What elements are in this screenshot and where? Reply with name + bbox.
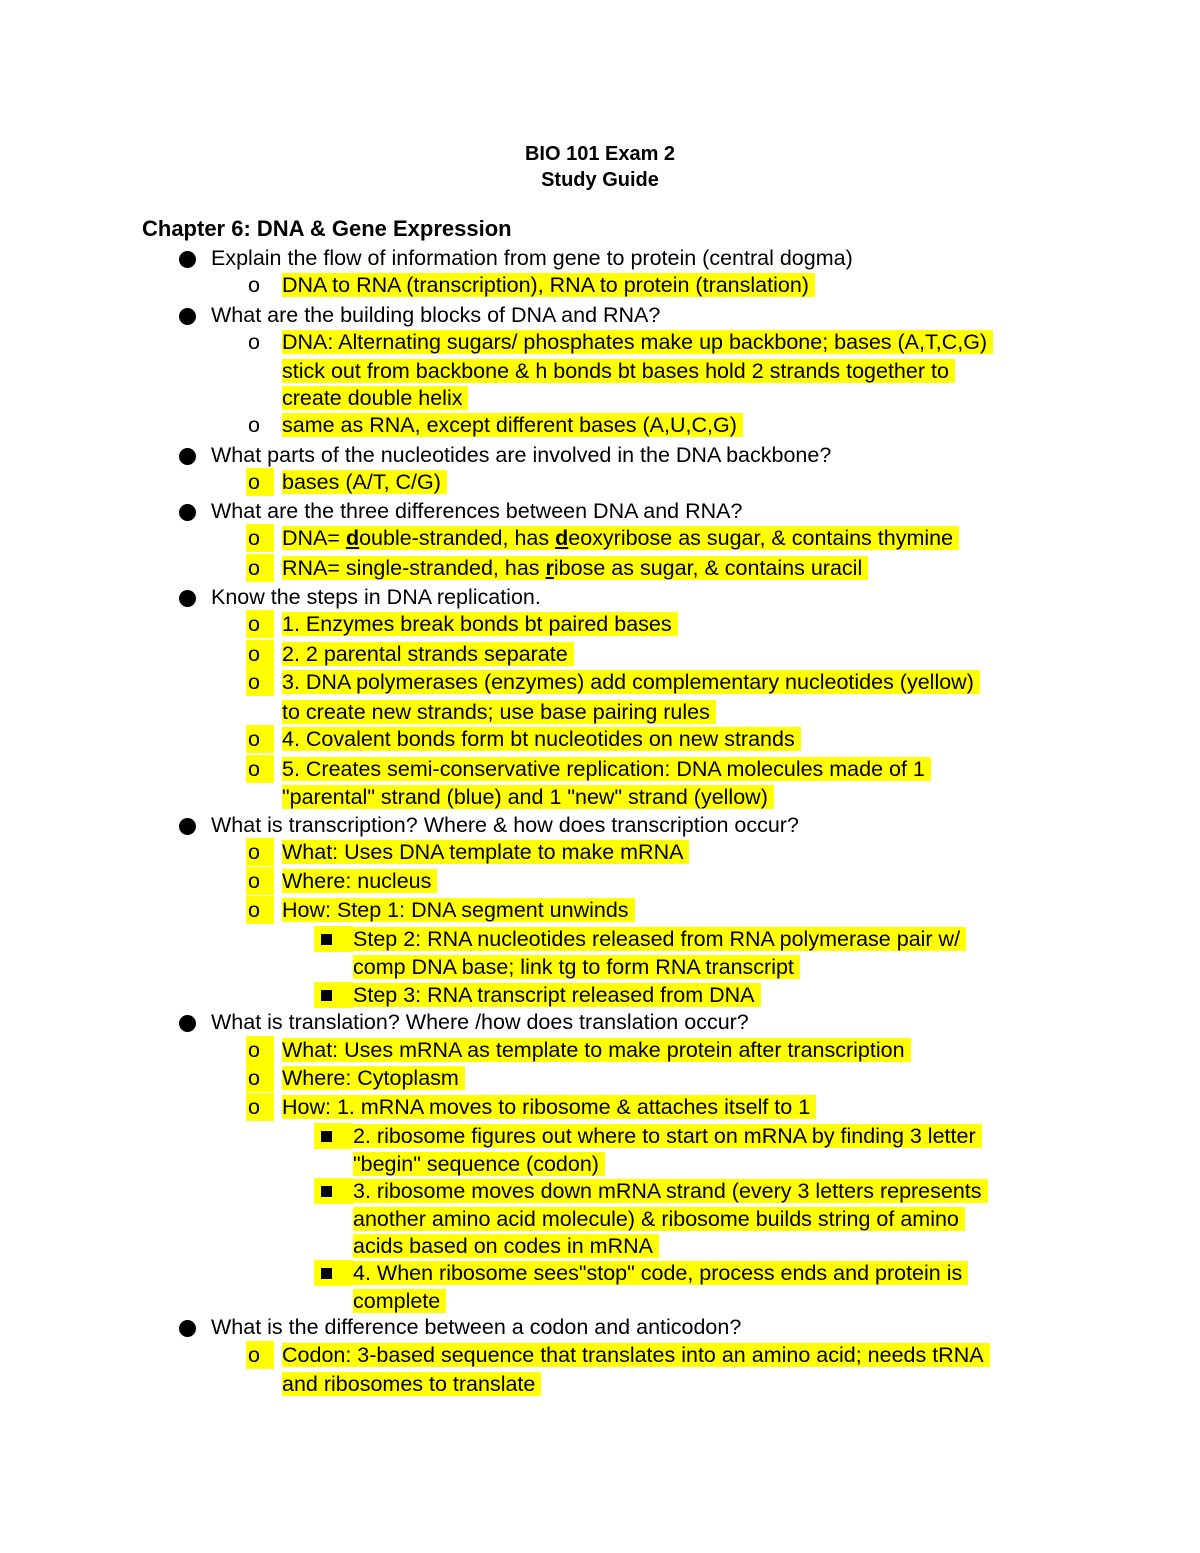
outline-line bbox=[282, 271, 815, 299]
outline-text: 1. Enzymes break bonds bt paired bases bbox=[282, 612, 678, 636]
outline-text: 3. DNA polymerases (enzymes) add complementary nucleotides (yellow) bbox=[282, 670, 980, 694]
outline-line bbox=[353, 1205, 965, 1233]
bullet-square-icon bbox=[321, 990, 332, 1001]
outline-line bbox=[282, 1064, 465, 1092]
outline-text: 4. Covalent bonds form bt nucleotides on new strands bbox=[282, 727, 801, 751]
bullet-circle-icon: o bbox=[246, 668, 274, 696]
bullet-square-icon bbox=[321, 1131, 332, 1142]
outline-line bbox=[282, 783, 774, 811]
outline-text: stick out from backbone & h bonds bt bases hold 2 strands together to bbox=[282, 359, 955, 383]
outline-text: create double helix bbox=[282, 386, 468, 410]
outline-text: How: Step 1: DNA segment unwinds bbox=[282, 898, 635, 922]
outline-text: complete bbox=[353, 1289, 446, 1313]
bullet-circle-icon: o bbox=[246, 554, 274, 582]
document-subtitle: Study Guide bbox=[541, 169, 659, 191]
marker-highlight bbox=[314, 1260, 353, 1286]
outline-text: Know the steps in DNA replication. bbox=[211, 585, 541, 609]
bullet-dot-icon bbox=[179, 504, 196, 521]
outline-line bbox=[282, 755, 931, 783]
bullet-circle-icon: o bbox=[246, 524, 274, 552]
outline-text: 2. 2 parental strands separate bbox=[282, 642, 574, 666]
bullet-circle-icon: o bbox=[248, 273, 260, 297]
outline-text: 4. When ribosome sees"stop" code, process ends and protein is bbox=[353, 1261, 968, 1285]
outline-text: Step 2: RNA nucleotides released from RNA polymerase pair w/ bbox=[353, 927, 966, 951]
outline-text: What: Uses DNA template to make mRNA bbox=[282, 840, 689, 864]
bullet-dot-icon bbox=[179, 590, 196, 607]
outline-line bbox=[282, 668, 980, 696]
outline-line bbox=[211, 441, 831, 469]
outline-line bbox=[211, 1313, 741, 1341]
outline-line bbox=[282, 384, 468, 412]
bullet-dot-icon bbox=[179, 1320, 196, 1337]
outline-line bbox=[282, 357, 955, 385]
outline-text: Explain the flow of information from gene to protein (central dogma) bbox=[211, 246, 853, 270]
marker-highlight bbox=[314, 1123, 353, 1149]
outline-text: Where: nucleus bbox=[282, 869, 437, 893]
outline-line bbox=[282, 468, 447, 496]
bullet-circle-icon: o bbox=[246, 896, 274, 924]
outline-text: DNA= double-stranded, has deoxyribose as sugar, & contains thymine bbox=[282, 526, 959, 550]
outline-text: 5. Creates semi-conservative replication: DNA molecules made of 1 bbox=[282, 757, 931, 781]
bullet-circle-icon: o bbox=[248, 413, 260, 437]
outline-text: to create new strands; use base pairing rules bbox=[282, 700, 716, 724]
outline-text: "begin" sequence (codon) bbox=[353, 1152, 605, 1176]
bullet-circle-icon: o bbox=[246, 1064, 274, 1092]
outline-text: "parental" strand (blue) and 1 "new" strand (yellow) bbox=[282, 785, 774, 809]
outline-text: another amino acid molecule) & ribosome builds string of amino bbox=[353, 1207, 965, 1231]
outline-line bbox=[353, 953, 800, 981]
outline-line bbox=[353, 1177, 988, 1205]
outline-line bbox=[282, 524, 959, 552]
outline-text: Step 3: RNA transcript released from DNA bbox=[353, 983, 761, 1007]
outline-line bbox=[353, 981, 761, 1009]
outline-line bbox=[282, 1036, 911, 1064]
outline-text: same as RNA, except different bases (A,U,C,G) bbox=[282, 413, 743, 437]
bullet-dot-icon bbox=[179, 251, 196, 268]
outline-text: DNA: Alternating sugars/ phosphates make up backbone; bases (A,T,C,G) bbox=[282, 330, 993, 354]
outline-line bbox=[353, 1232, 659, 1260]
outline-text: DNA to RNA (transcription), RNA to protein (translation) bbox=[282, 273, 815, 297]
chapter-heading: Chapter 6: DNA & Gene Expression bbox=[142, 216, 512, 241]
bullet-circle-icon: o bbox=[246, 725, 274, 753]
bullet-circle-icon: o bbox=[246, 1093, 274, 1121]
outline-line bbox=[282, 867, 437, 895]
bullet-circle-icon: o bbox=[246, 640, 274, 668]
marker-highlight bbox=[314, 1178, 353, 1204]
outline-line bbox=[282, 554, 868, 582]
outline-line bbox=[282, 698, 716, 726]
outline-text: acids based on codes in mRNA bbox=[353, 1234, 659, 1258]
bullet-circle-icon: o bbox=[246, 468, 274, 496]
bullet-circle-icon: o bbox=[246, 838, 274, 866]
outline-line bbox=[282, 610, 678, 638]
marker-highlight bbox=[314, 926, 353, 952]
outline-text: What is transcription? Where & how does transcription occur? bbox=[211, 813, 799, 837]
outline-text: What: Uses mRNA as template to make protein after transcription bbox=[282, 1038, 911, 1062]
outline-text: What is translation? Where /how does translation occur? bbox=[211, 1010, 749, 1034]
bullet-circle-icon: o bbox=[246, 1036, 274, 1064]
bullet-square-icon bbox=[321, 1268, 332, 1279]
outline-text: comp DNA base; link tg to form RNA transcript bbox=[353, 955, 800, 979]
bullet-circle-icon: o bbox=[246, 1341, 274, 1369]
outline-text: 3. ribosome moves down mRNA strand (every 3 letters represents bbox=[353, 1179, 988, 1203]
outline-line bbox=[211, 811, 799, 839]
outline-line bbox=[211, 244, 853, 272]
outline-line bbox=[211, 1008, 749, 1036]
bullet-dot-icon bbox=[179, 1015, 196, 1032]
outline-line bbox=[353, 1259, 968, 1287]
outline-line bbox=[282, 896, 635, 924]
document-title: BIO 101 Exam 2 bbox=[524, 143, 676, 165]
outline-text: What parts of the nucleotides are involved in the DNA backbone? bbox=[211, 443, 832, 467]
outline-text: Where: Cytoplasm bbox=[282, 1066, 465, 1090]
outline-line bbox=[353, 1122, 982, 1150]
bullet-circle-icon: o bbox=[246, 755, 274, 783]
outline-line bbox=[282, 411, 743, 439]
bullet-circle-icon: o bbox=[248, 330, 260, 354]
outline-line bbox=[282, 1093, 816, 1121]
outline-line bbox=[353, 1287, 446, 1315]
outline-text: How: 1. mRNA moves to ribosome & attaches itself to 1 bbox=[282, 1095, 816, 1119]
bullet-square-icon bbox=[321, 934, 332, 945]
outline-text: What are the building blocks of DNA and RNA? bbox=[211, 303, 661, 327]
outline-line bbox=[211, 497, 742, 525]
marker-highlight bbox=[314, 982, 353, 1008]
bullet-dot-icon bbox=[179, 308, 196, 325]
outline-text: What are the three differences between DNA and RNA? bbox=[211, 499, 743, 523]
bullet-circle-icon: o bbox=[246, 867, 274, 895]
bullet-dot-icon bbox=[179, 818, 196, 835]
outline-line bbox=[282, 725, 801, 753]
outline-line bbox=[282, 1370, 541, 1398]
outline-line bbox=[282, 328, 993, 356]
outline-text: bases (A/T, C/G) bbox=[282, 470, 447, 494]
outline-line bbox=[282, 1341, 990, 1369]
outline-text: Codon: 3-based sequence that translates into an amino acid; needs tRNA bbox=[282, 1343, 990, 1367]
outline-text: and ribosomes to translate bbox=[282, 1372, 541, 1396]
bullet-square-icon bbox=[321, 1186, 332, 1197]
outline-line bbox=[353, 1150, 605, 1178]
outline-text: 2. ribosome figures out where to start on mRNA by finding 3 letter bbox=[353, 1124, 982, 1148]
outline-line bbox=[211, 583, 541, 611]
outline-line bbox=[353, 925, 966, 953]
bullet-circle-icon: o bbox=[246, 610, 274, 638]
outline-text: RNA= single-stranded, has ribose as sugar, & contains uracil bbox=[282, 556, 868, 580]
outline-line bbox=[282, 640, 574, 668]
outline-text: What is the difference between a codon and anticodon? bbox=[211, 1315, 742, 1339]
outline-line bbox=[211, 301, 660, 329]
bullet-dot-icon bbox=[179, 448, 196, 465]
outline-line bbox=[282, 838, 689, 866]
